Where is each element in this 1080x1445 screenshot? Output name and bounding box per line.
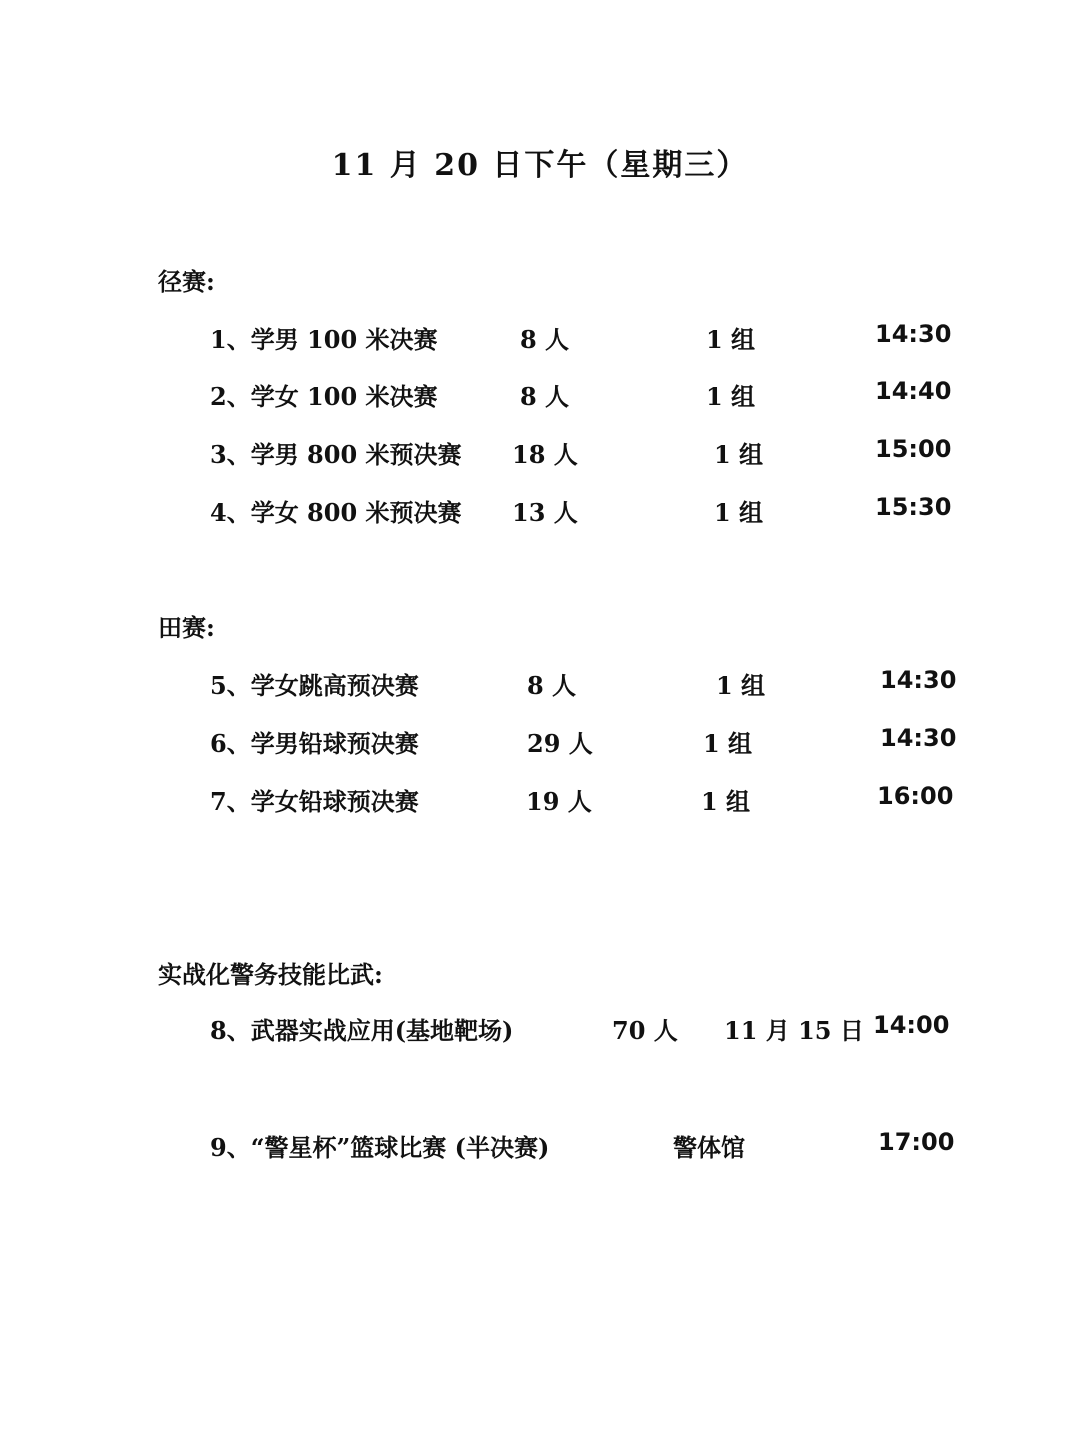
participant-count: 70 人 (612, 1016, 678, 1045)
start-time: 14:30 (875, 320, 952, 348)
participant-count: 19 人 (526, 787, 592, 816)
start-time: 17:00 (878, 1128, 955, 1156)
event-name: 4、学女 800 米预决赛 (210, 498, 462, 527)
event-name: 5、学女跳高预决赛 (210, 671, 419, 700)
event-name: 3、学男 800 米预决赛 (210, 440, 462, 469)
start-time: 15:30 (875, 493, 952, 521)
schedule-row (0, 320, 1080, 354)
schedule-row (0, 493, 1080, 527)
group-count: 1 组 (716, 671, 766, 700)
group-count: 1 组 (706, 382, 756, 411)
start-time: 14:30 (880, 724, 957, 752)
schedule-row (0, 1128, 1080, 1162)
event-date: 11 月 15 日 (724, 1016, 864, 1045)
section-label-field: 田赛: (158, 613, 215, 642)
group-count: 1 组 (714, 498, 764, 527)
schedule-row (0, 666, 1080, 700)
event-name: 2、学女 100 米决赛 (210, 382, 438, 411)
venue: 警体馆 (673, 1133, 745, 1162)
schedule-row (0, 724, 1080, 758)
participant-count: 13 人 (512, 498, 578, 527)
page-title: 11 月 20 日下午（星期三） (331, 148, 749, 183)
participant-count: 8 人 (527, 671, 577, 700)
event-name: 9、“警星杯”篮球比赛 (半决赛) (210, 1133, 550, 1162)
participant-count: 18 人 (512, 440, 578, 469)
start-time: 14:30 (880, 666, 957, 694)
group-count: 1 组 (714, 440, 764, 469)
event-name: 6、学男铅球预决赛 (210, 729, 419, 758)
section-label-police-skills: 实战化警务技能比武: (158, 960, 383, 989)
group-count: 1 组 (706, 325, 756, 354)
start-time: 14:40 (875, 377, 952, 405)
schedule-row (0, 1011, 1080, 1045)
schedule-row (0, 435, 1080, 469)
start-time: 14:00 (873, 1011, 950, 1039)
participant-count: 29 人 (527, 729, 593, 758)
group-count: 1 组 (701, 787, 751, 816)
start-time: 16:00 (877, 782, 954, 810)
section-label-track: 径赛: (158, 267, 215, 296)
participant-count: 8 人 (520, 325, 570, 354)
event-name: 7、学女铅球预决赛 (210, 787, 419, 816)
event-name: 1、学男 100 米决赛 (210, 325, 438, 354)
start-time: 15:00 (875, 435, 952, 463)
participant-count: 8 人 (520, 382, 570, 411)
schedule-row (0, 782, 1080, 816)
event-name: 8、武器实战应用(基地靶场) (210, 1016, 514, 1045)
group-count: 1 组 (703, 729, 753, 758)
schedule-row (0, 377, 1080, 411)
